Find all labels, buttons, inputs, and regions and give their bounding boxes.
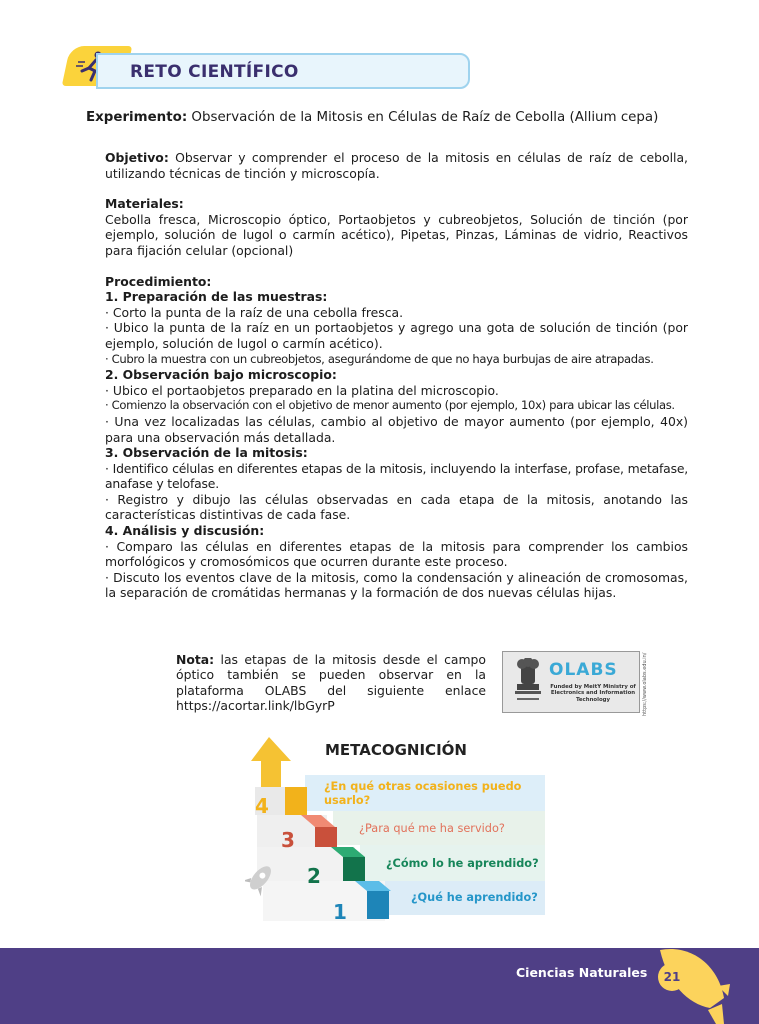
step-title: 4. Análisis y discusión: <box>105 523 265 539</box>
olabs-qr-card[interactable] <box>502 651 640 713</box>
step-title: 1. Preparación de las muestras: <box>105 289 328 305</box>
experiment-label: Experimento: <box>86 110 188 125</box>
footer-rocket-icon <box>640 944 730 1024</box>
note-paragraph <box>176 652 486 714</box>
step-item: · Cubro la muestra con un cubreobjetos, asegurándome de que no haya burbujas de aire atrapadas. <box>105 351 654 366</box>
step-number: 3 <box>281 828 295 852</box>
step-item: · Identifico células en diferentes etapas de la mitosis, incluyendo la interfase, profase, metafase, anafase y telofase. <box>105 460 688 492</box>
step-item: · Corto la punta de la raíz de una cebolla fresca. <box>105 304 404 320</box>
activity-body <box>105 150 688 601</box>
note-label: Nota: <box>176 652 215 667</box>
procedure-label: Procedimiento: <box>105 273 212 289</box>
step-2-question: ¿Cómo lo he aprendido? <box>386 857 539 870</box>
footer-subject: Ciencias Naturales <box>516 965 648 980</box>
step-number: 1 <box>333 900 347 924</box>
step-item: · Registro y dibujo las células observadas en cada etapa de la mitosis, anotando las características distintivas de cada fase. <box>105 491 688 523</box>
step-item: · Comienzo la observación con el objetivo de menor aumento (por ejemplo, 10x) para ubicar las células. <box>105 398 675 413</box>
step-item: · Ubico el portaobjetos preparado en la platina del microscopio. <box>105 382 499 398</box>
objective-text: Observar y comprender el proceso de la mitosis en células de raíz de cebolla, utilizando técnicas de tinción y microscopía. <box>105 150 688 181</box>
olabs-funding-text: Funded by MeitY Ministry of Electronics and Information Technology <box>550 684 636 703</box>
step-item: · Una vez localizadas las células, cambio al objetivo de mayor aumento (por ejemplo, 40x) para una observación más detallada. <box>105 413 688 445</box>
section-title: RETO CIENTÍFICO <box>130 62 299 82</box>
step-1-question: ¿Qué he aprendido? <box>411 891 538 904</box>
emblem-icon <box>509 658 547 708</box>
step-title: 2. Observación bajo microscopio: <box>105 367 337 383</box>
olabs-logo: OLABS <box>549 660 618 680</box>
step-number: 2 <box>307 864 321 888</box>
metacognition-title: METACOGNICIÓN <box>325 741 467 759</box>
step-item: · Comparo las células en diferentes etapas de la mitosis para comprender los cambios morfológicos y cromosómicos que ocurren durante este proceso. <box>105 538 688 570</box>
step-item: · Ubico la punta de la raíz en un portaobjetos y agrego una gota de solución de tinción (por ejemplo, solución de lugol o carmín acético). <box>105 320 688 351</box>
materials-text: Cebolla fresca, Microscopio óptico, Portaobjetos y cubreobjetos, Solución de tinción (por ejemplo, solución de lugol o carmín acético), Pipetas, Pinzas, Láminas de vidrio, Reactivos para fijación celular (opcional) <box>105 211 688 258</box>
olabs-url: https://www.olabs.edu.in/ <box>642 652 648 716</box>
objective-label: Objetivo: <box>105 150 169 165</box>
section-header <box>96 53 470 89</box>
experiment-line <box>86 110 686 125</box>
step-3-question: ¿Para qué me ha servido? <box>359 822 505 835</box>
step-number: 4 <box>255 794 269 818</box>
materials-label: Materiales: <box>105 196 184 212</box>
step-4-question: ¿En qué otras ocasiones puedo usarlo? <box>324 780 522 807</box>
experiment-text: Observación de la Mitosis en Células de Raíz de Cebolla (Allium cepa) <box>187 110 659 125</box>
step-title: 3. Observación de la mitosis: <box>105 445 308 461</box>
objective-paragraph <box>105 150 688 181</box>
note-text: las etapas de la mitosis desde el campo óptico también se pueden observar en la plataforma OLABS del siguiente enlace https://acortar.link/lbGyrP <box>176 652 486 714</box>
step-item: · Discuto los eventos clave de la mitosis, como la condensación y alineación de cromosomas, la separación de cromátidas hermanas y la formación de dos nuevas células hijas. <box>105 569 688 601</box>
page-number: 21 <box>658 963 686 991</box>
